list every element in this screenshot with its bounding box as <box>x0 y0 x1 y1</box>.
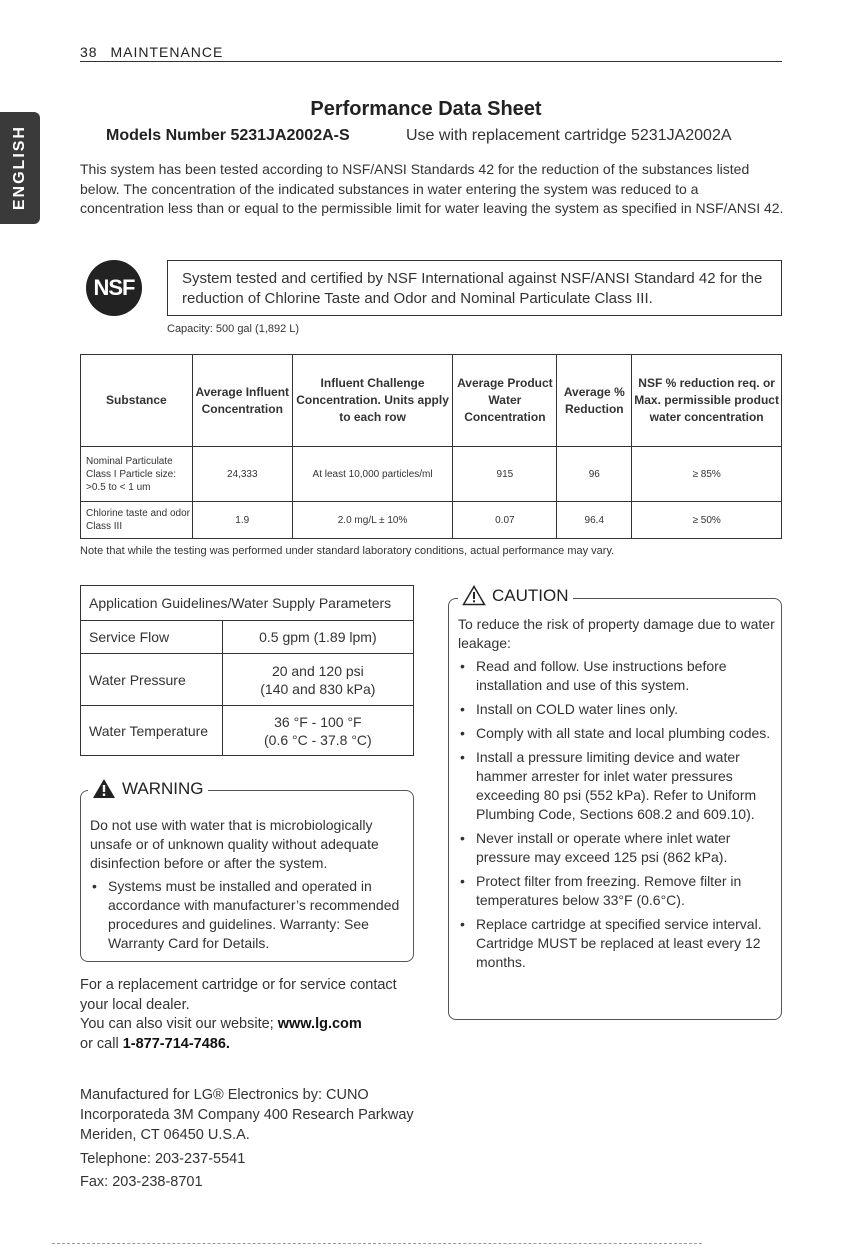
table-row <box>81 502 782 539</box>
table-row <box>81 706 414 756</box>
guideline-value-line: 36 °F - 100 °F <box>274 713 362 730</box>
model-number: Models Number 5231JA2002A-S <box>106 127 350 144</box>
table-cell: Nominal Particulate Class I Particle size: >0.5 to < 1 um <box>81 447 193 502</box>
table-row <box>81 621 414 654</box>
caution-triangle-icon <box>462 585 486 606</box>
table-row <box>81 447 782 502</box>
capacity-text: Capacity: 500 gal (1,892 L) <box>167 323 300 335</box>
table-header: Average Influent Concentration <box>192 355 292 447</box>
section-title: MAINTENANCE <box>110 44 224 60</box>
warning-paragraph: Do not use with water that is microbiologically unsafe or of unknown quality without adequate disinfection before or after the system. <box>90 817 379 871</box>
caution-title: CAUTION <box>492 585 569 605</box>
warning-triangle-icon <box>92 778 116 799</box>
list-item: • Protect filter from freezing. Remove filter in temperatures below 33°F (0.6°C). <box>458 872 776 910</box>
warning-heading <box>88 778 208 799</box>
list-item: • Replace cartridge at specified service interval. Cartridge MUST be replaced at least every 12 months. <box>458 915 776 972</box>
table-header: Average Product Water Concentration <box>453 355 557 447</box>
contact-text: or call <box>80 1035 123 1052</box>
table-row <box>81 586 414 621</box>
table-header: Influent Challenge Concentration. Units apply to each row <box>292 355 453 447</box>
list-item: • Never install or operate where inlet water pressure may exceed 125 psi (862 kPa). <box>458 829 776 867</box>
list-item: • Read and follow. Use instructions before installation and use of this system. <box>458 657 776 695</box>
guidelines-title: Application Guidelines/Water Supply Parameters <box>81 586 414 621</box>
list-item: • Comply with all state and local plumbing codes. <box>458 724 776 743</box>
list-item: • Install a pressure limiting device and water hammer arrester for inlet water pressures exceeding 80 psi (552 kPa). Refer to Uniform Plumbing Code, Sections 608.2 and 609.10). <box>458 748 776 824</box>
page-number: 38 <box>80 44 98 60</box>
table-row <box>81 654 414 706</box>
telephone-number: Telephone: 203-237-5541 <box>80 1151 246 1167</box>
guideline-value-line: 0.5 gpm (1.89 lpm) <box>259 629 377 645</box>
table-header-row <box>81 355 782 447</box>
performance-table <box>80 354 782 539</box>
replacement-cartridge: Use with replacement cartridge 5231JA2002A <box>406 127 732 144</box>
table-cell: 96 <box>557 447 632 502</box>
footer-divider <box>52 1243 702 1244</box>
guideline-value-line: (140 and 830 kPa) <box>260 680 376 697</box>
table-cell: At least 10,000 particles/ml <box>292 447 453 502</box>
guideline-value <box>222 654 413 706</box>
table-header: Average % Reduction <box>557 355 632 447</box>
warning-list <box>90 877 410 953</box>
phone-number: 1-877-714-7486. <box>122 1035 230 1052</box>
table-cell: 2.0 mg/L ± 10% <box>292 502 453 539</box>
table-cell: 24,333 <box>192 447 292 502</box>
guideline-label: Water Temperature <box>81 706 223 756</box>
table-cell: Chlorine taste and odor Class III <box>81 502 193 539</box>
list-item: • Systems must be installed and operated in accordance with manufacturer’s recommended procedures and guidelines. Warranty: See Warranty Card for Details. <box>90 877 410 953</box>
guideline-value <box>222 706 413 756</box>
caution-list <box>458 657 776 972</box>
contact-line: For a replacement cartridge or for service contact your local dealer. <box>80 977 397 1013</box>
warning-title: WARNING <box>122 778 204 798</box>
contact-info <box>80 976 414 1054</box>
contact-line <box>80 1015 414 1035</box>
guideline-value-line: (0.6 °C - 37.8 °C) <box>264 731 372 748</box>
subtitle <box>106 127 732 145</box>
intro-paragraph: This system has been tested according to NSF/ANSI Standards 42 for the reduction of the substances listed below. The concentration of the indicated substances in water entering the system was reduced to a concentration less than or equal to the permissible limit for water leaving the system as specified in NSF/ANSI 42. <box>80 161 784 216</box>
table-cell: 96.4 <box>557 502 632 539</box>
website-link[interactable]: www.lg.com <box>277 1016 362 1032</box>
manufacturer-info: Manufactured for LG® Electronics by: CUNO Incorporateda 3M Company 400 Research Parkway Meriden, CT 06450 U.S.A. <box>80 1087 414 1143</box>
warning-text <box>90 816 410 958</box>
table-cell: 915 <box>453 447 557 502</box>
list-item: • Install on COLD water lines only. <box>458 700 776 719</box>
guidelines-table <box>80 585 414 756</box>
table-header: Substance <box>81 355 193 447</box>
contact-text: You can also visit our website; <box>80 1016 278 1032</box>
caution-heading <box>458 585 573 606</box>
language-tab <box>0 112 40 224</box>
language-tab-label: ENGLISH <box>11 125 28 211</box>
fax-number: Fax: 203-238-8701 <box>80 1174 203 1190</box>
caution-paragraph: To reduce the risk of property damage due to water leakage: <box>458 616 775 651</box>
contact-line <box>80 1035 414 1055</box>
guideline-label: Water Pressure <box>81 654 223 706</box>
table-cell: ≥ 85% <box>632 447 782 502</box>
page-header <box>80 44 782 62</box>
guideline-label: Service Flow <box>81 621 223 654</box>
nsf-logo-icon: NSF <box>86 260 142 316</box>
table-header: NSF % reduction req. or Max. permissible product water concentration <box>632 355 782 447</box>
table-cell: ≥ 50% <box>632 502 782 539</box>
table-cell: 1.9 <box>192 502 292 539</box>
guideline-value-line: 20 and 120 psi <box>271 662 364 679</box>
table-cell: 0.07 <box>453 502 557 539</box>
testing-note: Note that while the testing was performed under standard laboratory conditions, actual performance may vary. <box>80 545 615 557</box>
nsf-statement: System tested and certified by NSF International against NSF/ANSI Standard 42 for the reduction of Chlorine Taste and Odor and Nominal Particulate Class III. <box>167 260 782 316</box>
page-title: Performance Data Sheet <box>310 98 542 120</box>
guideline-value <box>222 621 413 654</box>
caution-text <box>458 615 776 977</box>
